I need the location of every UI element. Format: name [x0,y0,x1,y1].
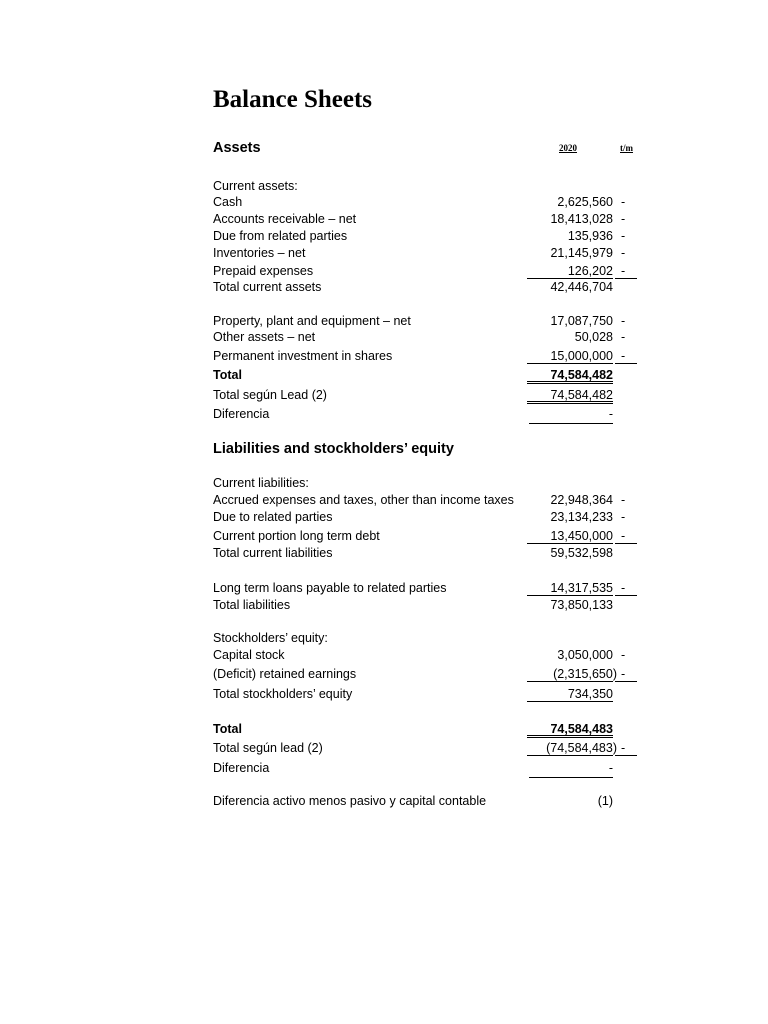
row-value: 50,028 [574,330,613,344]
row-value: 73,850,133 [550,598,613,612]
row-value: - [608,761,613,775]
table-row [213,686,653,702]
row-value: 21,145,979 [550,246,613,260]
row-tm: - [621,648,626,662]
total-row [213,721,653,737]
table-row [213,348,653,364]
underline [527,595,613,596]
row-label: Total [213,368,242,382]
footer-row [213,793,653,809]
underline [527,543,613,544]
row-value: 126,202 [567,264,613,278]
row-label: Accrued expenses and taxes, other than income taxes [213,493,514,507]
underline [527,755,613,756]
row-value: 734,350 [567,687,613,701]
row-tm: - [621,229,626,243]
table-row [213,580,653,596]
row-value: 74,584,482 [550,368,613,382]
row-value: 18,413,028 [550,212,613,226]
row-value: - [608,407,613,421]
underline [615,543,637,544]
row-tm: - [621,493,626,507]
row-value: 74,584,482 [550,388,613,402]
underline [615,363,637,364]
row-label: Current portion long term debt [213,529,380,543]
table-row [213,228,653,244]
table-row [213,211,653,227]
row-value: 23,134,233 [550,510,613,524]
equity-header [213,630,653,646]
row-label: Total current assets [213,280,322,294]
row-label: Stockholders’ equity: [213,631,328,645]
row-label: Total [213,722,242,736]
total-row [213,367,653,383]
underline [615,755,637,756]
underline [529,423,613,424]
row-tm: - [621,510,626,524]
row-value: 22,948,364 [550,493,613,507]
row-label: Other assets – net [213,330,316,344]
row-tm: - [621,529,626,543]
underline [529,777,613,778]
underline [615,681,637,682]
row-tm: - [621,195,626,209]
table-row [213,509,653,525]
liabilities-heading: Liabilities and stockholders’ equity [213,441,454,457]
row-value: 17,087,750 [550,314,613,328]
table-row [213,597,653,613]
row-tm: - [621,314,626,328]
underline [527,363,613,364]
row-label: Long term loans payable to related parties [213,581,447,595]
table-row [213,329,653,345]
row-tm: - [621,667,626,681]
year-column-header: 2020 [559,143,577,153]
double-underline [527,735,613,738]
row-value: (74,584,483) [546,741,617,755]
row-tm: - [621,212,626,226]
table-row [213,740,653,756]
row-tm: - [621,246,626,260]
row-value: 13,450,000 [550,529,613,543]
row-tm: - [621,349,626,363]
row-value: 59,532,598 [550,546,613,560]
table-row [213,528,653,544]
row-label: Accounts receivable – net [213,212,357,226]
row-label: Total current liabilities [213,546,333,560]
row-value: 3,050,000 [557,648,613,662]
table-row [213,760,653,776]
row-label: Prepaid expenses [213,264,314,278]
row-label: Due from related parties [213,229,348,243]
row-label: Capital stock [213,648,285,662]
table-row [213,545,653,561]
row-label: Total según Lead (2) [213,388,327,402]
row-tm: - [621,330,626,344]
table-row [213,194,653,210]
table-row [213,387,653,403]
table-row [213,647,653,663]
current-assets-header [213,178,653,194]
row-tm: - [621,264,626,278]
row-label: Inventories – net [213,246,306,260]
row-label: (Deficit) retained earnings [213,667,357,681]
table-row [213,406,653,422]
row-tm: - [621,741,626,755]
table-row [213,279,653,295]
underline [527,681,613,682]
current-liabilities-header [213,475,653,491]
table-row [213,313,653,329]
row-tm: - [621,581,626,595]
table-row [213,666,653,682]
row-value: 14,317,535 [550,581,613,595]
row-label: Current assets: [213,179,298,193]
row-label: Diferencia [213,407,270,421]
tm-column-header: t/m [620,143,633,153]
assets-heading: Assets [213,140,261,156]
row-label: Diferencia [213,761,270,775]
page-title: Balance Sheets [213,86,373,113]
row-label: Cash [213,195,243,209]
table-row [213,245,653,261]
double-underline [527,381,613,384]
underline [527,701,613,702]
row-label: Permanent investment in shares [213,349,393,363]
row-label: Total stockholders’ equity [213,687,353,701]
table-row [213,492,653,508]
row-label: Due to related parties [213,510,333,524]
row-value: (2,315,650) [553,667,617,681]
row-label: Total según lead (2) [213,741,323,755]
underline [615,595,637,596]
row-value: 15,000,000 [550,349,613,363]
row-label: Property, plant and equipment – net [213,314,411,328]
row-label: Diferencia activo menos pasivo y capital contable [213,794,487,808]
double-underline [527,401,613,404]
row-value: 2,625,560 [557,195,613,209]
row-value: 74,584,483 [550,722,613,736]
row-label: Current liabilities: [213,476,309,490]
row-value: (1) [597,794,613,808]
row-value: 42,446,704 [550,280,613,294]
table-row [213,263,653,279]
row-value: 135,936 [567,229,613,243]
row-label: Total liabilities [213,598,291,612]
